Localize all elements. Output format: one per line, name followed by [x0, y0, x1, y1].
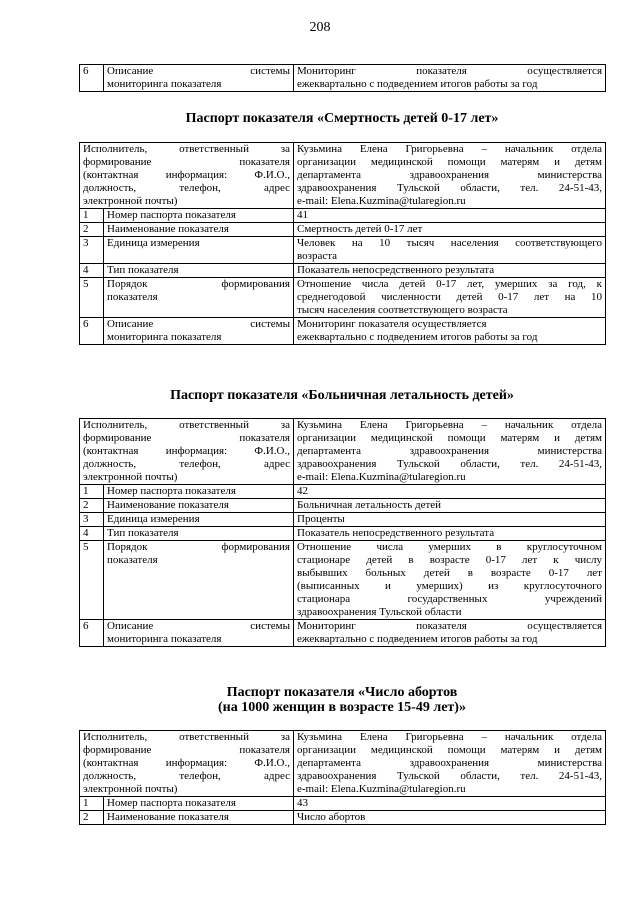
row-label: Номер паспорта показателя: [104, 485, 294, 499]
row-value: Мониторинг показателя осуществляется ежеквартально с подведением итогов работы за год: [294, 620, 606, 647]
row-label: Единица измерения: [104, 237, 294, 264]
continuation-table: [79, 64, 606, 92]
passport-table: [79, 142, 606, 345]
row-number: 1: [80, 485, 104, 499]
row-value: Отношение числа умерших в круглосуточном стационаре детей в возрасте 0-17 лет к числу выбывших больных детей в возрасте 0-17 лет (выписанных и умерших) из круглосуточного стационара государственных учреждений здравоохранения Тульской области: [294, 541, 606, 620]
row-number: 2: [80, 499, 104, 513]
section-title: Паспорт показателя «Больничная летальность детей»: [170, 388, 514, 403]
row-number: 6: [80, 318, 104, 345]
row-label: Порядок формирования показателя: [104, 541, 294, 620]
row-value: Отношение числа детей 0-17 лет, умерших за год, к среднегодовой численности детей 0-17 лет на 10 тысяч населения соответствующего возраста: [294, 278, 606, 318]
page-number: 208: [309, 20, 331, 35]
table-row: [80, 318, 606, 345]
row-label: Наименование показателя: [104, 499, 294, 513]
row-value: Проценты: [294, 513, 606, 527]
row-label: Номер паспорта показателя: [104, 209, 294, 223]
row-value: Мониторинг показателя осуществляется ежеквартально с подведением итогов работы за год: [294, 65, 606, 92]
row-label: Наименование показателя: [104, 811, 294, 825]
table-row: [80, 527, 606, 541]
row-number: 1: [80, 209, 104, 223]
row-number: 4: [80, 264, 104, 278]
section-title: Паспорт показателя «Число абортов: [226, 685, 458, 700]
table-row: [80, 223, 606, 237]
row-value: Смертность детей 0-17 лет: [294, 223, 606, 237]
table-row: [80, 541, 606, 620]
row-value: 41: [294, 209, 606, 223]
row-number: 5: [80, 541, 104, 620]
executor-label: Исполнитель, ответственный за формирование показателя (контактная информация: Ф.И.О., должность, телефон, адрес электронной почты): [80, 143, 294, 209]
table-row: [80, 797, 606, 811]
executor-label: Исполнитель, ответственный за формирование показателя (контактная информация: Ф.И.О., должность, телефон, адрес электронной почты): [80, 731, 294, 797]
table-row: [80, 237, 606, 264]
row-number: 1: [80, 797, 104, 811]
row-label: Описание системы мониторинга показателя: [104, 318, 294, 345]
row-label: Тип показателя: [104, 264, 294, 278]
row-label: Описание системы мониторинга показателя: [104, 65, 294, 92]
table-row: [80, 278, 606, 318]
table-row: [80, 65, 606, 92]
table-row: [80, 811, 606, 825]
row-label: Единица измерения: [104, 513, 294, 527]
table-row: [80, 620, 606, 647]
executor-row: [80, 143, 606, 209]
row-value: Показатель непосредственного результата: [294, 527, 606, 541]
row-number: 3: [80, 237, 104, 264]
row-value: 42: [294, 485, 606, 499]
passport-table: [79, 730, 606, 825]
row-value: Показатель непосредственного результата: [294, 264, 606, 278]
table-row: [80, 499, 606, 513]
executor-label: Исполнитель, ответственный за формирование показателя (контактная информация: Ф.И.О., должность, телефон, адрес электронной почты): [80, 419, 294, 485]
section-title-line2: (на 1000 женщин в возрасте 15-49 лет)»: [218, 700, 466, 715]
row-number: 6: [80, 620, 104, 647]
row-label: Тип показателя: [104, 527, 294, 541]
table-row: [80, 513, 606, 527]
row-number: 2: [80, 223, 104, 237]
row-value: Число абортов: [294, 811, 606, 825]
row-value: Человек на 10 тысяч населения соответствующего возраста: [294, 237, 606, 264]
executor-value: Кузьмина Елена Григорьевна – начальник отдела организации медицинской помощи матерям и детям департамента здравоохранения министерства здравоохранения Тульской области, тел. 24-51-43, e-mail: Elena.Kuzmina@tularegion.ru: [294, 419, 606, 485]
row-number: 4: [80, 527, 104, 541]
section-title: Паспорт показателя «Смертность детей 0-17 лет»: [185, 111, 499, 126]
executor-value: Кузьмина Елена Григорьевна – начальник отдела организации медицинской помощи матерям и детям департамента здравоохранения министерства здравоохранения Тульской области, тел. 24-51-43, e-mail: Elena.Kuzmina@tularegion.ru: [294, 143, 606, 209]
executor-row: [80, 731, 606, 797]
executor-value: Кузьмина Елена Григорьевна – начальник отдела организации медицинской помощи матерям и детям департамента здравоохранения министерства здравоохранения Тульской области, тел. 24-51-43, e-mail: Elena.Kuzmina@tularegion.ru: [294, 731, 606, 797]
row-number: 3: [80, 513, 104, 527]
passport-table: [79, 418, 606, 647]
row-label: Номер паспорта показателя: [104, 797, 294, 811]
row-label: Порядок формирования показателя: [104, 278, 294, 318]
row-value: Больничная летальность детей: [294, 499, 606, 513]
table-row: [80, 485, 606, 499]
table-row: [80, 209, 606, 223]
table-row: [80, 264, 606, 278]
row-number: 5: [80, 278, 104, 318]
row-label: Наименование показателя: [104, 223, 294, 237]
row-number: 6: [80, 65, 104, 92]
row-value: 43: [294, 797, 606, 811]
row-number: 2: [80, 811, 104, 825]
row-value: Мониторинг показателя осуществляется ежеквартально с подведением итогов работы за год: [294, 318, 606, 345]
executor-row: [80, 419, 606, 485]
row-label: Описание системы мониторинга показателя: [104, 620, 294, 647]
